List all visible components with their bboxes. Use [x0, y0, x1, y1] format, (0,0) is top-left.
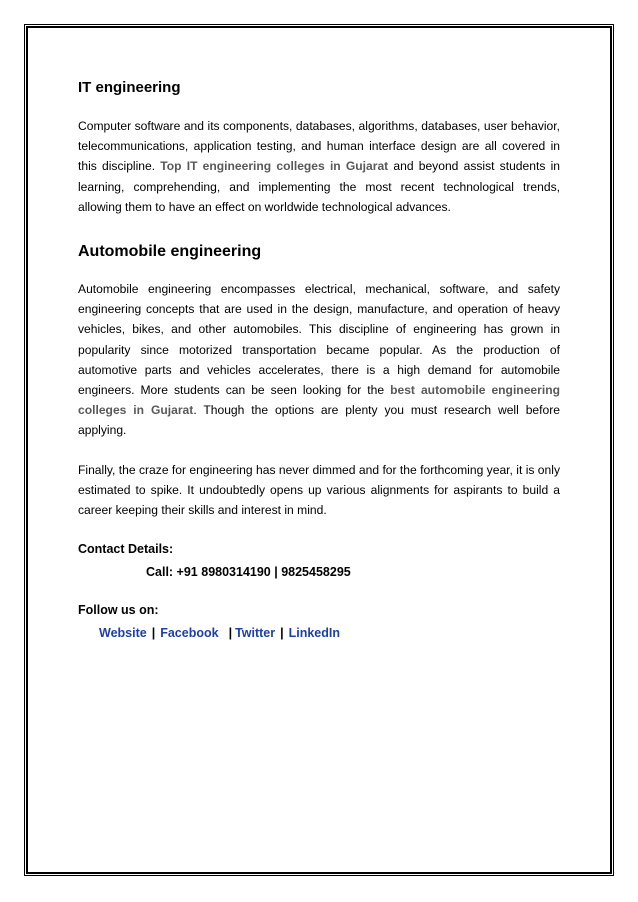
website-link[interactable]: Website: [99, 626, 147, 641]
it-text-after: and beyond assist students in learning, comprehending, and implementing the most recent technological trends, allowing them to have an effect on worldwide technological advances.: [78, 159, 560, 214]
auto-text-before: Automobile engineering encompasses electrical, mechanical, software, and safety engineering concepts that are used in the design, manufacture, and operation of heavy vehicles, bikes, and other automobiles. This discipline of engineering has grown in popularity since motorized transportation became popular. As the production of automotive parts and vehicles accelerates, there is a high demand for automobile engineers. More students can be seen looking for the: [78, 282, 560, 398]
separator: |: [280, 626, 284, 641]
social-links: [78, 623, 560, 643]
it-text-before: Computer software and its components, databases, algorithms, databases, user behavior, telecommunications, application testing, and human interface design are all covered in this discipline.: [78, 119, 560, 174]
separator: |: [151, 626, 156, 641]
final-paragraph: Finally, the craze for engineering has never dimmed and for the forthcoming year, it is only estimated to spike. It undoubtedly opens up various alignments for aspirants to build a career keeping their skills and interest in mind.: [78, 462, 560, 518]
linkedin-link[interactable]: LinkedIn: [288, 626, 341, 641]
facebook-link[interactable]: Facebook: [160, 626, 219, 641]
it-colleges-link[interactable]: Top IT engineering colleges in Gujarat: [160, 159, 389, 174]
automobile-engineering-heading: Automobile engineering: [78, 243, 262, 261]
contact-details-title: Contact Details:: [78, 542, 174, 557]
twitter-link[interactable]: Twitter: [235, 626, 276, 641]
it-engineering-heading: IT engineering: [78, 79, 181, 96]
auto-text-after: . Though the options are plenty you must research well before applying.: [78, 403, 560, 438]
separator: |: [228, 626, 233, 641]
automobile-engineering-paragraph: [78, 279, 560, 441]
automobile-colleges-link[interactable]: best automobile engineering colleges in Gujarat: [78, 383, 560, 418]
document-content: [78, 78, 560, 643]
follow-us-title: Follow us on:: [78, 603, 159, 618]
contact-call-line: Call: +91 8980314190 | 9825458295: [146, 565, 351, 580]
it-engineering-paragraph: [78, 116, 560, 217]
